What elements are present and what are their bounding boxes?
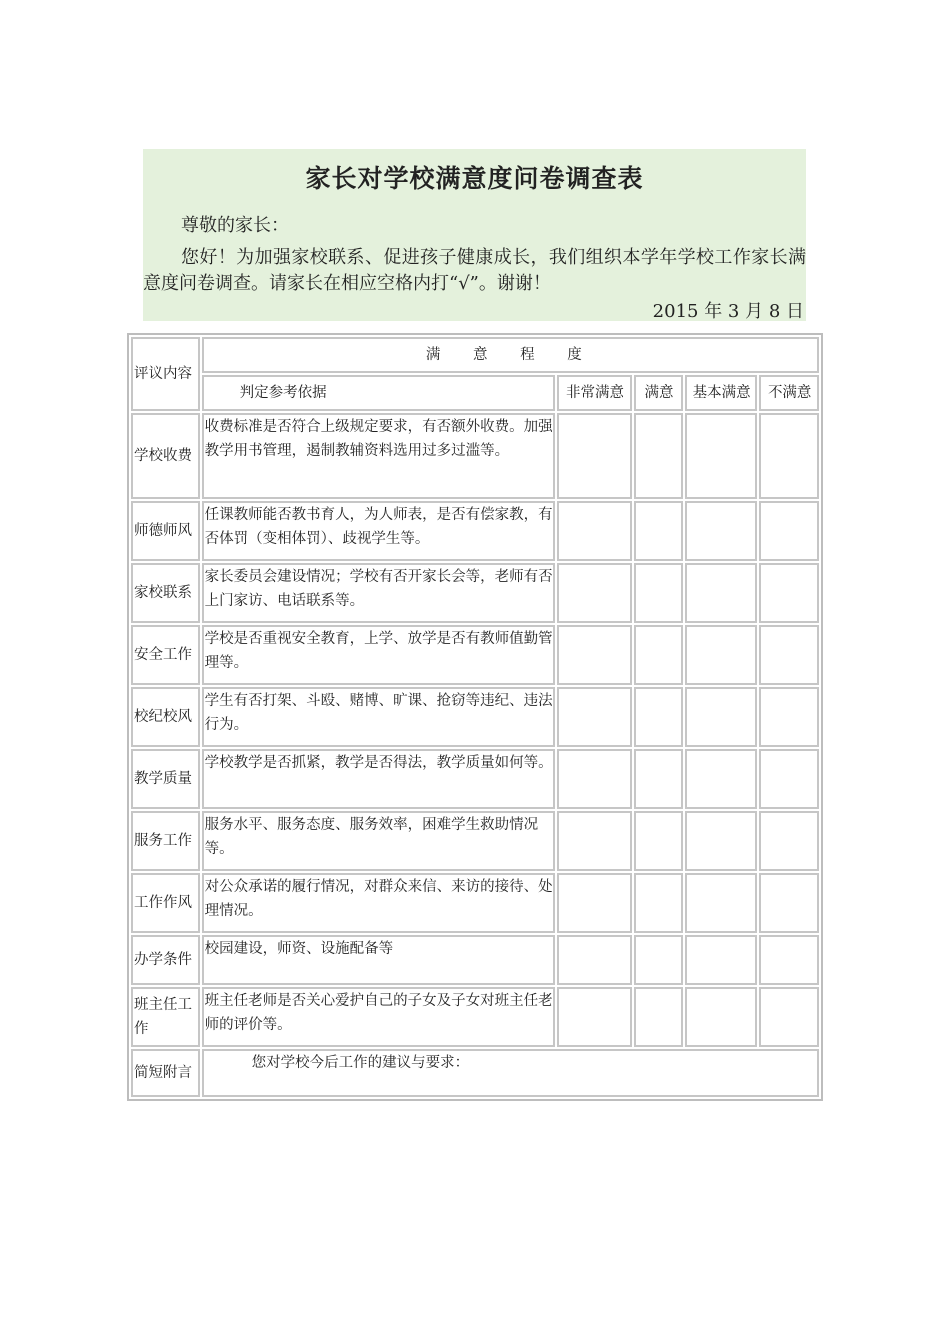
header-level-satisfied: 满意 xyxy=(634,375,682,411)
table-row xyxy=(131,811,819,871)
check-cell-satisfied[interactable] xyxy=(634,873,682,933)
survey-table xyxy=(127,333,823,1101)
greeting: 尊敬的家长： xyxy=(181,215,289,236)
check-cell-unsatisfied[interactable] xyxy=(759,501,819,561)
row-criteria: 班主任老师是否关心爱护自己的子女及子女对班主任老师的评价等。 xyxy=(202,987,555,1047)
row-criteria: 服务水平、服务态度、服务效率，困难学生救助情况等。 xyxy=(202,811,555,871)
row-category: 学校收费 xyxy=(131,413,200,499)
table-row xyxy=(131,563,819,623)
note-label: 简短附言 xyxy=(131,1049,200,1097)
header-level-unsatisfied: 不满意 xyxy=(759,375,819,411)
table-row xyxy=(131,935,819,985)
header-criteria: 判定参考依据 xyxy=(202,375,555,411)
check-cell-basically-satisfied[interactable] xyxy=(685,987,758,1047)
header-satisfaction-label: 满 意 程 度 xyxy=(425,347,596,363)
check-cell-basically-satisfied[interactable] xyxy=(685,501,758,561)
header-satisfaction xyxy=(202,337,819,373)
check-cell-unsatisfied[interactable] xyxy=(759,687,819,747)
check-cell-unsatisfied[interactable] xyxy=(759,563,819,623)
header-level-very-satisfied: 非常满意 xyxy=(557,375,633,411)
row-category: 安全工作 xyxy=(131,625,200,685)
check-cell-satisfied[interactable] xyxy=(634,987,682,1047)
check-cell-very-satisfied[interactable] xyxy=(557,873,633,933)
check-cell-very-satisfied[interactable] xyxy=(557,749,633,809)
table-row xyxy=(131,413,819,499)
check-cell-unsatisfied[interactable] xyxy=(759,749,819,809)
row-category: 办学条件 xyxy=(131,935,200,985)
check-cell-satisfied[interactable] xyxy=(634,811,682,871)
check-cell-very-satisfied[interactable] xyxy=(557,413,633,499)
intro-paragraph: 您好！为加强家校联系、促进孩子健康成长，我们组织本学年学校工作家长满意度问卷调查。请家长在相应空格内打“√”。谢谢！ xyxy=(143,247,806,294)
check-cell-very-satisfied[interactable] xyxy=(557,811,633,871)
check-cell-satisfied[interactable] xyxy=(634,501,682,561)
row-criteria: 校园建设，师资、设施配备等 xyxy=(202,935,555,985)
row-category: 校纪校风 xyxy=(131,687,200,747)
table-row xyxy=(131,987,819,1047)
check-cell-basically-satisfied[interactable] xyxy=(685,749,758,809)
check-cell-unsatisfied[interactable] xyxy=(759,413,819,499)
check-cell-very-satisfied[interactable] xyxy=(557,687,633,747)
check-cell-basically-satisfied[interactable] xyxy=(685,687,758,747)
check-cell-very-satisfied[interactable] xyxy=(557,625,633,685)
check-cell-satisfied[interactable] xyxy=(634,413,682,499)
row-criteria: 家长委员会建设情况；学校有否开家长会等，老师有否上门家访、电话联系等。 xyxy=(202,563,555,623)
row-criteria: 学校教学是否抓紧，教学是否得法，教学质量如何等。 xyxy=(202,749,555,809)
check-cell-basically-satisfied[interactable] xyxy=(685,935,758,985)
survey-table-wrapper xyxy=(127,333,823,1163)
row-category: 服务工作 xyxy=(131,811,200,871)
check-cell-unsatisfied[interactable] xyxy=(759,873,819,933)
check-cell-basically-satisfied[interactable] xyxy=(685,413,758,499)
check-cell-basically-satisfied[interactable] xyxy=(685,811,758,871)
date: 2015 年 3 月 8 日 xyxy=(652,301,804,322)
check-cell-satisfied[interactable] xyxy=(634,625,682,685)
check-cell-satisfied[interactable] xyxy=(634,749,682,809)
table-row xyxy=(131,625,819,685)
table-row xyxy=(131,501,819,561)
check-cell-satisfied[interactable] xyxy=(634,687,682,747)
row-criteria: 对公众承诺的履行情况，对群众来信、来访的接待、处理情况。 xyxy=(202,873,555,933)
check-cell-satisfied[interactable] xyxy=(634,563,682,623)
check-cell-unsatisfied[interactable] xyxy=(759,625,819,685)
row-criteria: 学校是否重视安全教育，上学、放学是否有教师值勤管理等。 xyxy=(202,625,555,685)
row-category: 家校联系 xyxy=(131,563,200,623)
check-cell-basically-satisfied[interactable] xyxy=(685,563,758,623)
row-criteria: 任课教师能否教书育人，为人师表，是否有偿家教，有否体罚（变相体罚）、歧视学生等。 xyxy=(202,501,555,561)
check-cell-very-satisfied[interactable] xyxy=(557,935,633,985)
intro-box xyxy=(143,149,806,321)
row-category: 教学质量 xyxy=(131,749,200,809)
check-cell-very-satisfied[interactable] xyxy=(557,501,633,561)
note-field[interactable]: 您对学校今后工作的建议与要求： xyxy=(202,1049,819,1097)
check-cell-very-satisfied[interactable] xyxy=(557,563,633,623)
check-cell-unsatisfied[interactable] xyxy=(759,987,819,1047)
table-row xyxy=(131,687,819,747)
row-criteria: 学生有否打架、斗殴、赌博、旷课、抢窃等违纪、违法行为。 xyxy=(202,687,555,747)
header-category: 评议内容 xyxy=(131,337,200,411)
table-row xyxy=(131,873,819,933)
header-level-basically-satisfied: 基本满意 xyxy=(685,375,758,411)
check-cell-basically-satisfied[interactable] xyxy=(685,625,758,685)
note-row xyxy=(131,1049,819,1097)
row-category: 班主任工作 xyxy=(131,987,200,1047)
check-cell-unsatisfied[interactable] xyxy=(759,935,819,985)
row-category: 工作作风 xyxy=(131,873,200,933)
check-cell-very-satisfied[interactable] xyxy=(557,987,633,1047)
page-title: 家长对学校满意度问卷调查表 xyxy=(305,164,644,193)
check-cell-basically-satisfied[interactable] xyxy=(685,873,758,933)
table-row xyxy=(131,749,819,809)
check-cell-satisfied[interactable] xyxy=(634,935,682,985)
row-category: 师德师风 xyxy=(131,501,200,561)
check-cell-unsatisfied[interactable] xyxy=(759,811,819,871)
row-criteria: 收费标准是否符合上级规定要求，有否额外收费。加强教学用书管理，遏制教辅资料选用过多过滥等。 xyxy=(202,413,555,499)
